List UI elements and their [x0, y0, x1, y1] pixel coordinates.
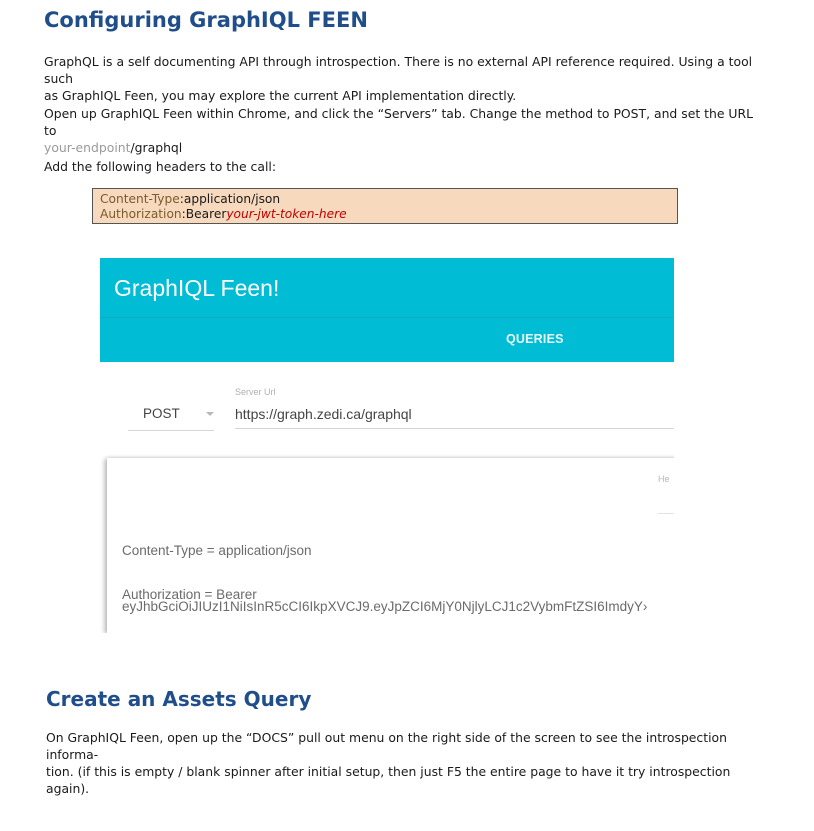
code-key-content-type: Content-Type [100, 192, 180, 206]
code-colon: : [179, 192, 184, 206]
intro-line-1: GraphQL is a self documenting API through introspection. There is no external API reference required. Using a tool such [44, 54, 753, 86]
code-line-authorization [100, 207, 670, 222]
method-value: POST [143, 406, 180, 421]
code-value-content-type: application/json [183, 192, 281, 206]
section-title-assets-query: Create an Assets Query [46, 687, 312, 711]
tab-queries[interactable]: QUERIES [506, 332, 564, 346]
docs-paragraph [46, 729, 766, 797]
server-url-label: Server Url [235, 387, 276, 397]
header-authorization-token: eyJhbGciOiJIUzI1NiIsInR5cCI6IkpXVCJ9.eyJpZCI6MjY0NjlyLCJ1c2VybmFtZSI6ImdyY› [122, 599, 648, 614]
header-authorization-label: Authorization = Bearer [122, 587, 257, 602]
intro-paragraph [44, 53, 764, 104]
graphiql-feen-screenshot [100, 258, 674, 633]
page-title: Configuring GraphIQL FEEN [44, 8, 368, 32]
chevron-down-icon[interactable] [206, 412, 214, 416]
docs-line-1: On GraphIQL Feen, open up the “DOCS” pull out menu on the right side of the screen to see the introspection informa- [46, 730, 727, 762]
instructions-paragraph [44, 105, 764, 156]
headers-code-block [92, 188, 678, 224]
code-value-bearer: Bearer [185, 207, 227, 221]
code-key-authorization: Authorization [100, 207, 182, 221]
headers-panel [107, 458, 674, 633]
endpoint-path: /graphql [130, 140, 183, 155]
server-url-value: https://graph.zedi.ca/graphql [235, 406, 412, 422]
intro-line-2: as GraphIQL Feen, you may explore the current API implementation directly. [44, 88, 517, 103]
docs-line-2: tion. (if this is empty / blank spinner after initial setup, then just F5 the entire page to have it try introspection again). [46, 764, 731, 796]
server-url-input[interactable] [235, 403, 674, 429]
headers-field-label: He [658, 474, 670, 484]
app-title: GraphIQL Feen! [114, 275, 280, 301]
headers-intro: Add the following headers to the call: [44, 159, 277, 174]
endpoint-placeholder: your-endpoint [44, 140, 131, 155]
instructions-line-1: Open up GraphIQL Feen within Chrome, and click the “Servers” tab. Change the method to POST, and set the URL to [44, 106, 753, 138]
method-select[interactable] [128, 404, 214, 431]
app-bar [100, 258, 674, 362]
code-colon: : [181, 207, 186, 221]
code-token-placeholder: your-jwt-token-here [226, 207, 347, 221]
header-content-type: Content-Type = application/json [122, 543, 312, 558]
code-line-content-type [100, 192, 670, 207]
app-bar-divider [100, 317, 674, 318]
headers-field-underline [658, 513, 674, 514]
